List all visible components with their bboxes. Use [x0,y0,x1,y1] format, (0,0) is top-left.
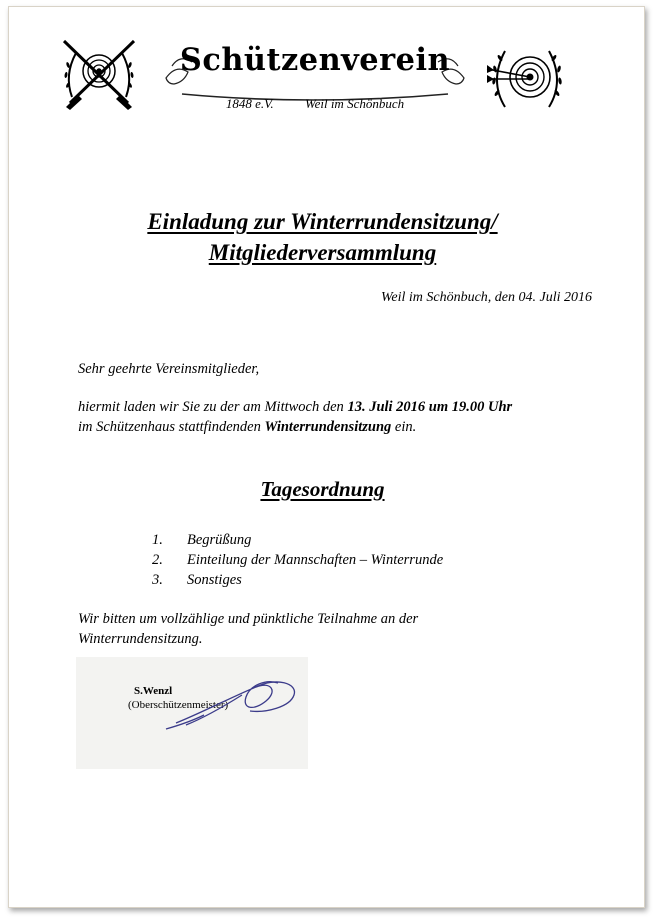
body-line-1-text: hiermit laden wir Sie zu der am Mittwoch den [78,399,348,415]
crossed-rifles-emblem-icon [58,37,140,111]
agenda-item [152,570,443,590]
agenda-item-number: 1. [152,532,163,548]
agenda-item [152,530,443,550]
date-line: Weil im Schönbuch, den 04. Juli 2016 [380,290,592,305]
club-founded: 1848 e.V. [225,96,274,111]
signer-name: S.Wenzl [134,685,173,697]
agenda-item-text: Einteilung der Mannschaften – Winterrunde [187,552,444,568]
agenda-item-number: 2. [152,552,163,568]
meeting-name: Winterrundensitzung [264,419,392,435]
document-page [8,6,645,908]
handwritten-signature-icon [146,665,306,745]
agenda-item-number: 3. [152,572,163,588]
arrow-target-emblem-icon [485,37,569,117]
signer-role: (Oberschützenmeister) [128,699,229,711]
club-banner [162,36,468,118]
agenda-item-text: Begrüßung [187,532,252,548]
salutation: Sehr geehrte Vereinsmitglieder, [78,361,260,377]
agenda-item [152,550,443,570]
signature-block [76,657,308,769]
agenda-list [152,530,443,590]
meeting-datetime: 13. Juli 2016 um 19.00 Uhr [347,399,513,415]
document-title-line2: Mitgliederversammlung [208,240,437,265]
club-name: Schützenverein [179,42,451,78]
body-line-2-end: ein. [391,419,417,435]
closing-line-1: Wir bitten um vollzählige und pünktliche Teilnahme an der [78,611,419,627]
body-line-2-text: im Schützenhaus stattfindenden [78,419,265,435]
body-line-1 [78,397,512,417]
club-subtitle [162,96,468,112]
club-town: Weil im Schönbuch [304,96,405,111]
agenda-item-text: Sonstiges [187,572,242,588]
body-line-2 [78,417,416,437]
document-title-line1: Einladung zur Winterrundensitzung/ [147,209,498,234]
agenda-title: Tagesordnung [260,477,385,501]
closing-line-2: Winterrundensitzung. [78,631,203,647]
